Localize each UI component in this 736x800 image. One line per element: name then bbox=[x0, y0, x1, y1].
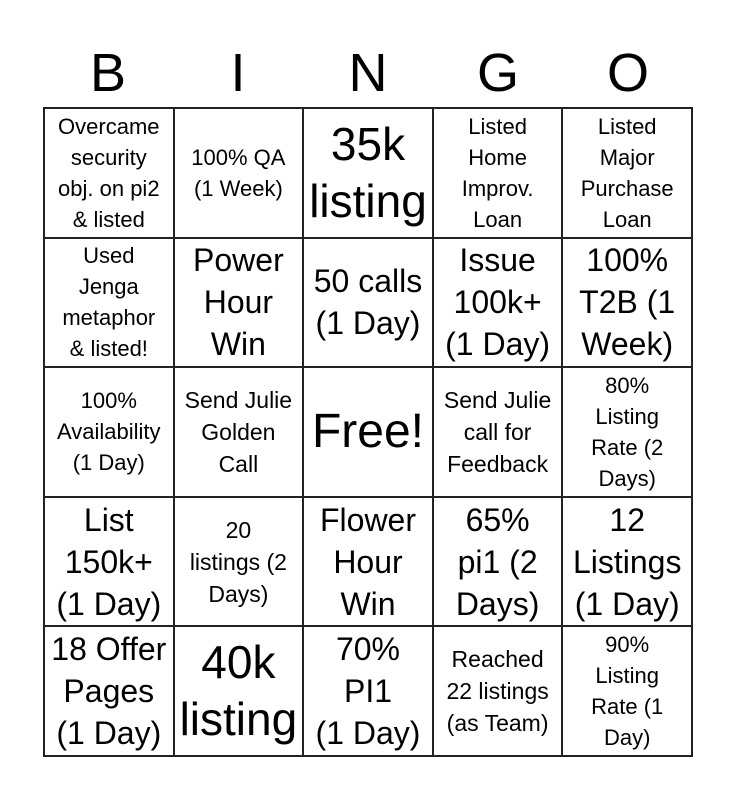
header-letter-o: O bbox=[606, 43, 649, 103]
bingo-board bbox=[43, 107, 693, 757]
cell-text: 80% Listing Rate (2 Days) bbox=[591, 372, 664, 491]
cell-text: Send Julie call for Feedback bbox=[443, 386, 552, 477]
bingo-cell-r5c1[interactable] bbox=[45, 627, 175, 757]
bingo-cell-r3c1[interactable] bbox=[45, 368, 175, 498]
cell-text: 65% pi1 (2 Days) bbox=[455, 501, 540, 622]
header-letter-n: N bbox=[348, 43, 388, 103]
bingo-header bbox=[43, 40, 693, 106]
cell-text: Flower Hour Win bbox=[319, 501, 416, 622]
bingo-cell-r1c2[interactable] bbox=[175, 109, 305, 239]
bingo-cell-r2c1[interactable] bbox=[45, 239, 175, 369]
cell-text: 70% PI1 (1 Day) bbox=[315, 631, 421, 752]
bingo-cell-r3c2[interactable] bbox=[175, 368, 305, 498]
bingo-cell-r2c5[interactable] bbox=[563, 239, 693, 369]
cell-text: Send Julie Golden Call bbox=[184, 386, 293, 477]
bingo-cell-r3c4[interactable] bbox=[434, 368, 564, 498]
cell-text: 100% T2B (1 Week) bbox=[579, 242, 676, 363]
bingo-cell-r2c3[interactable] bbox=[304, 239, 434, 369]
bingo-cell-r1c5[interactable] bbox=[563, 109, 693, 239]
bingo-cell-r5c5[interactable] bbox=[563, 627, 693, 757]
bingo-cell-r4c5[interactable] bbox=[563, 498, 693, 628]
bingo-cell-r5c3[interactable] bbox=[304, 627, 434, 757]
bingo-cell-r1c3[interactable] bbox=[304, 109, 434, 239]
cell-text: 100% Availability (1 Day) bbox=[57, 388, 161, 476]
bingo-cell-r4c4[interactable] bbox=[434, 498, 564, 628]
cell-text: Issue 100k+ (1 Day) bbox=[445, 242, 551, 363]
cell-text: 100% QA (1 Week) bbox=[191, 144, 286, 201]
header-letter-b: B bbox=[89, 43, 127, 103]
cell-text: Used Jenga metaphor & listed! bbox=[62, 243, 156, 362]
bingo-cell-r4c2[interactable] bbox=[175, 498, 305, 628]
header-letter-g: G bbox=[476, 43, 519, 103]
cell-text: 12 Listings (1 Day) bbox=[572, 501, 682, 622]
cell-text: 18 Offer Pages (1 Day) bbox=[51, 631, 167, 752]
cell-text: Free! bbox=[311, 404, 424, 458]
bingo-cell-r4c1[interactable] bbox=[45, 498, 175, 628]
bingo-cell-free[interactable] bbox=[304, 368, 434, 498]
cell-text: Reached 22 listings (as Team) bbox=[446, 646, 549, 737]
bingo-cell-r1c1[interactable] bbox=[45, 109, 175, 239]
cell-text: 40k listing bbox=[179, 636, 298, 746]
cell-text: Listed Major Purchase Loan bbox=[580, 113, 674, 232]
bingo-cell-r2c2[interactable] bbox=[175, 239, 305, 369]
cell-text: Listed Home Improv. Loan bbox=[461, 113, 534, 232]
cell-text: List 150k+ (1 Day) bbox=[56, 501, 162, 622]
cell-text: Power Hour Win bbox=[193, 242, 284, 363]
cell-text: 35k listing bbox=[309, 117, 427, 227]
bingo-cell-r1c4[interactable] bbox=[434, 109, 564, 239]
header-letter-i: I bbox=[230, 43, 246, 103]
bingo-cell-r5c4[interactable] bbox=[434, 627, 564, 757]
cell-text: Overcame security obj. on pi2 & listed bbox=[58, 113, 160, 232]
bingo-cell-r5c2[interactable] bbox=[175, 627, 305, 757]
cell-text: 20 listings (2 Days) bbox=[189, 516, 287, 607]
bingo-cell-r3c5[interactable] bbox=[563, 368, 693, 498]
bingo-cell-r2c4[interactable] bbox=[434, 239, 564, 369]
cell-text: 50 calls (1 Day) bbox=[313, 263, 423, 342]
cell-text: 90% Listing Rate (1 Day) bbox=[591, 632, 664, 751]
bingo-cell-r4c3[interactable] bbox=[304, 498, 434, 628]
